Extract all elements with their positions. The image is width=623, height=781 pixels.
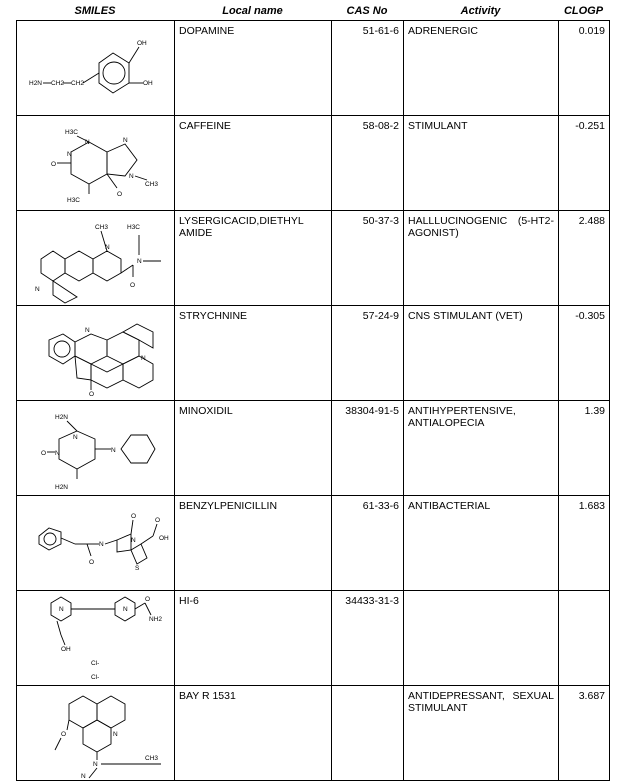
local-name-cell: LYSERGICACID,DIETHYL AMIDE bbox=[175, 211, 332, 306]
cas-no-cell bbox=[332, 686, 404, 781]
local-name-cell: BENZYLPENICILLIN bbox=[175, 496, 332, 591]
svg-text:N: N bbox=[137, 258, 142, 265]
svg-text:CH2: CH2 bbox=[51, 80, 65, 87]
clogp-cell: -0.305 bbox=[559, 306, 610, 401]
clogp-cell: 0.019 bbox=[559, 21, 610, 116]
svg-text:N: N bbox=[67, 151, 72, 158]
cas-no-cell: 38304-91-5 bbox=[332, 401, 404, 496]
clogp-cell: -0.251 bbox=[559, 116, 610, 211]
svg-text:H2N: H2N bbox=[55, 484, 69, 491]
local-name-cell: DOPAMINE bbox=[175, 21, 332, 116]
svg-text:NH2: NH2 bbox=[149, 616, 163, 623]
activity-cell: CNS STIMULANT (VET) bbox=[404, 306, 559, 401]
cas-no-cell: 50-37-3 bbox=[332, 211, 404, 306]
svg-text:CH3: CH3 bbox=[145, 755, 159, 762]
table-row bbox=[17, 496, 610, 591]
svg-text:O: O bbox=[155, 517, 161, 524]
svg-text:Cl-: Cl- bbox=[91, 660, 100, 667]
svg-text:N: N bbox=[81, 773, 86, 780]
activity-cell: ANTIBACTERIAL bbox=[404, 496, 559, 591]
svg-text:N: N bbox=[131, 537, 136, 544]
svg-text:N: N bbox=[105, 244, 110, 251]
activity-cell: ANTIDEPRESSANT, SEXUAL STIMULANT bbox=[404, 686, 559, 781]
header-clogp: CLOGP bbox=[563, 5, 604, 17]
svg-text:O: O bbox=[145, 596, 151, 603]
svg-text:N: N bbox=[123, 606, 128, 613]
dopamine-structure bbox=[21, 25, 175, 115]
structure-cell bbox=[17, 116, 175, 211]
structure-cell bbox=[17, 591, 175, 686]
svg-text:CH3: CH3 bbox=[145, 181, 159, 188]
table-row bbox=[17, 591, 610, 686]
hi6-structure bbox=[21, 595, 175, 685]
svg-text:S: S bbox=[135, 565, 140, 572]
svg-text:CH3: CH3 bbox=[95, 224, 109, 231]
benzylpenicillin-structure bbox=[21, 500, 175, 590]
clogp-cell: 1.39 bbox=[559, 401, 610, 496]
svg-text:N: N bbox=[85, 327, 90, 334]
compound-table bbox=[16, 20, 610, 781]
svg-text:N: N bbox=[141, 355, 146, 362]
activity-cell: ANTIHYPERTENSIVE, ANTIALOPECIA bbox=[404, 401, 559, 496]
svg-text:N: N bbox=[55, 450, 60, 457]
svg-text:H3C: H3C bbox=[127, 224, 141, 231]
structure-cell bbox=[17, 306, 175, 401]
svg-text:OH: OH bbox=[137, 40, 147, 47]
svg-text:O: O bbox=[61, 731, 67, 738]
activity-cell bbox=[404, 591, 559, 686]
svg-text:OH: OH bbox=[143, 80, 153, 87]
bay-r-1531-structure bbox=[21, 690, 175, 780]
activity-cell: HALLLUCINOGENIC (5-HT2-AGONIST) bbox=[404, 211, 559, 306]
table-row bbox=[17, 686, 610, 781]
svg-text:O: O bbox=[89, 391, 95, 398]
svg-text:H2N: H2N bbox=[29, 80, 43, 87]
svg-text:N: N bbox=[129, 173, 134, 180]
header-cas-no: CAS No bbox=[346, 5, 388, 17]
svg-text:O: O bbox=[130, 282, 136, 289]
structure-cell bbox=[17, 496, 175, 591]
caffeine-structure bbox=[21, 120, 175, 210]
minoxidil-structure bbox=[21, 405, 175, 495]
local-name-cell: MINOXIDIL bbox=[175, 401, 332, 496]
clogp-cell: 2.488 bbox=[559, 211, 610, 306]
activity-cell: STIMULANT bbox=[404, 116, 559, 211]
local-name-cell: BAY R 1531 bbox=[175, 686, 332, 781]
svg-text:Cl-: Cl- bbox=[91, 674, 100, 681]
table-row bbox=[17, 401, 610, 496]
table-row bbox=[17, 116, 610, 211]
svg-text:H3C: H3C bbox=[65, 129, 79, 136]
cas-no-cell: 61-33-6 bbox=[332, 496, 404, 591]
svg-text:H3C: H3C bbox=[67, 197, 81, 204]
structure-cell bbox=[17, 401, 175, 496]
svg-text:N: N bbox=[99, 541, 104, 548]
svg-text:O: O bbox=[41, 450, 47, 457]
cas-no-cell: 51-61-6 bbox=[332, 21, 404, 116]
local-name-cell: HI-6 bbox=[175, 591, 332, 686]
structure-cell bbox=[17, 211, 175, 306]
svg-text:OH: OH bbox=[159, 535, 169, 542]
table-header-row bbox=[0, 5, 623, 19]
svg-text:OH: OH bbox=[61, 646, 71, 653]
structure-cell bbox=[17, 686, 175, 781]
header-activity: Activity bbox=[460, 5, 501, 17]
svg-text:H2N: H2N bbox=[55, 414, 69, 421]
cas-no-cell: 58-08-2 bbox=[332, 116, 404, 211]
svg-text:N: N bbox=[93, 761, 98, 768]
svg-text:O: O bbox=[131, 513, 137, 520]
clogp-cell: 1.683 bbox=[559, 496, 610, 591]
svg-text:O: O bbox=[89, 559, 95, 566]
svg-text:N: N bbox=[123, 137, 128, 144]
svg-text:N: N bbox=[59, 606, 64, 613]
structure-cell bbox=[17, 21, 175, 116]
header-local-name: Local name bbox=[222, 5, 283, 17]
svg-text:N: N bbox=[113, 731, 118, 738]
svg-text:O: O bbox=[51, 161, 57, 168]
table-row bbox=[17, 306, 610, 401]
table-row bbox=[17, 211, 610, 306]
svg-text:N: N bbox=[85, 139, 90, 146]
table-row bbox=[17, 21, 610, 116]
svg-text:N: N bbox=[111, 447, 116, 454]
lsd-structure bbox=[21, 215, 175, 305]
svg-text:CH2: CH2 bbox=[71, 80, 85, 87]
cas-no-cell: 57-24-9 bbox=[332, 306, 404, 401]
strychnine-structure bbox=[21, 310, 175, 400]
header-smiles: SMILES bbox=[74, 5, 116, 17]
clogp-cell bbox=[559, 591, 610, 686]
activity-cell: ADRENERGIC bbox=[404, 21, 559, 116]
svg-text:N: N bbox=[73, 434, 78, 441]
svg-text:N: N bbox=[35, 286, 40, 293]
clogp-cell: 3.687 bbox=[559, 686, 610, 781]
local-name-cell: STRYCHNINE bbox=[175, 306, 332, 401]
cas-no-cell: 34433-31-3 bbox=[332, 591, 404, 686]
local-name-cell: CAFFEINE bbox=[175, 116, 332, 211]
svg-text:O: O bbox=[117, 191, 123, 198]
